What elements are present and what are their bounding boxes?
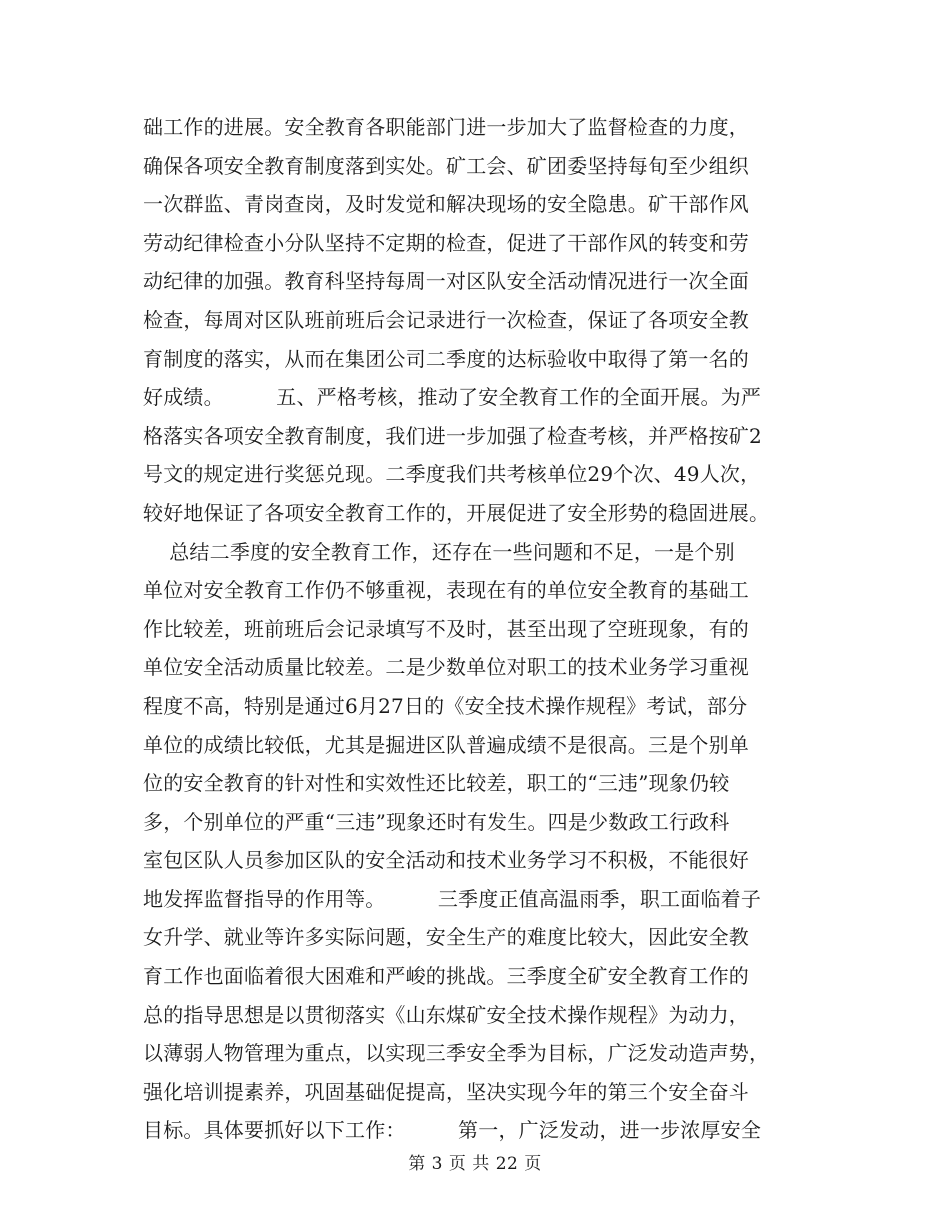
text-line: 程度不高，特别是通过6月27日的《安全技术操作规程》考试，部分 (143, 693, 748, 718)
body-text (143, 108, 813, 1150)
text-line: 检查，每周对区队班前班后会记录进行一次检查，保证了各项安全教 (143, 307, 749, 332)
text-line: 总的指导思想是以贯彻落实《山东煤矿安全技术操作规程》为动力， (143, 1002, 749, 1027)
text-line: 格落实各项安全教育制度，我们进一步加强了检查考核，并严格按矿2 (143, 423, 762, 448)
text-line: 育制度的落实，从而在集团公司二季度的达标验收中取得了第一名的 (143, 346, 749, 371)
text-line: 号文的规定进行奖惩兑现。二季度我们共考核单位29个次、49人次， (143, 462, 761, 487)
page-number-footer: 第 3 页 共 22 页 (408, 1154, 542, 1174)
text-line: 单位对安全教育工作仍不够重视，表现在有的单位安全教育的基础工 (143, 578, 749, 603)
text-line: 室包区队人员参加区队的安全活动和技术业务学习不积极，不能很好 (143, 848, 749, 873)
text-line: 础工作的进展。安全教育各职能部门进一步加大了监督检查的力度， (143, 115, 749, 139)
text-line: 强化培训提素养，巩固基础促提高，坚决实现今年的第三个安全奋斗 (143, 1079, 749, 1104)
text-line: 动纪律的加强。教育科坚持每周一对区队安全活动情况进行一次全面 (143, 269, 749, 294)
text-line: 一次群监、青岗查岗，及时发觉和解决现场的安全隐患。矿干部作风 (143, 192, 749, 217)
text-line: 女升学、就业等许多实际问题，安全生产的难度比较大，因此安全教 (143, 925, 749, 950)
text-line: 育工作也面临着很大困难和严峻的挑战。三季度全矿安全教育工作的 (143, 964, 749, 989)
text-line: 较好地保证了各项安全教育工作的，开展促进了安全形势的稳固进展。 (143, 500, 770, 525)
text-line: 作比较差，班前班后会记录填写不及时，甚至出现了空班现象，有的 (143, 616, 749, 641)
text-line: 多，个别单位的严重“三违”现象还时有发生。四是少数政工行政科 (143, 809, 730, 834)
text-line: 总结二季度的安全教育工作，还存在一些问题和不足，一是个别 (143, 539, 735, 564)
text-line: 位的安全教育的针对性和实效性还比较差，职工的“三违”现象仍较 (143, 771, 730, 796)
text-line: 单位安全活动质量比较差。二是少数单位对职工的技术业务学习重视 (143, 655, 749, 680)
text-line: 地发挥监督指导的作用等。 三季度正值高温雨季，职工面临着子 (143, 886, 762, 911)
text-line: 目标。具体要抓好以下工作： 第一，广泛发动，进一步浓厚安全 (143, 1118, 762, 1143)
text-line: 单位的成绩比较低，尤其是掘进区队普遍成绩不是很高。三是个别单 (143, 732, 749, 757)
text-line: 好成绩。 五、严格考核，推动了安全教育工作的全面开展。为严 (143, 385, 762, 410)
text-line: 劳动纪律检查小分队坚持不定期的检查，促进了干部作风的转变和劳 (143, 230, 749, 255)
text-line: 以薄弱人物管理为重点，以实现三季安全季为目标，广泛发动造声势， (143, 1041, 770, 1066)
text-line: 确保各项安全教育制度落到实处。矿工会、矿团委坚持每旬至少组织 (143, 153, 749, 178)
